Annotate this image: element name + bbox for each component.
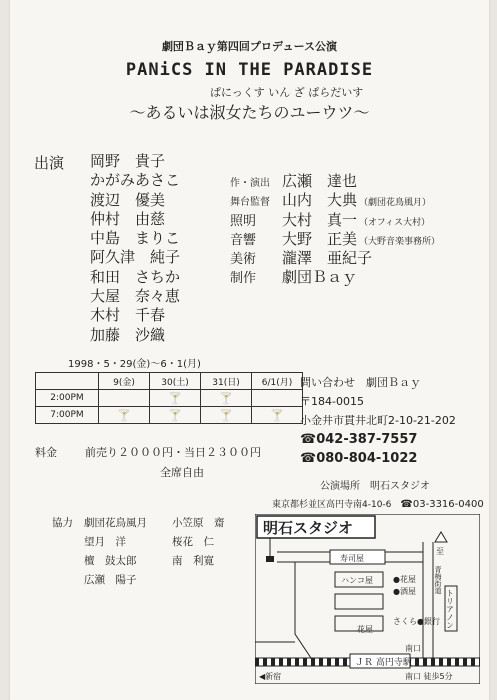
staff-name: 山内 大典 bbox=[282, 191, 358, 210]
title-reading: ぱにっくす いん ざ ぱらだいす bbox=[210, 86, 364, 99]
map-block bbox=[335, 594, 383, 609]
performance-dates: 1998・5・29(金)〜6・1(月) bbox=[68, 359, 201, 370]
cast-list bbox=[90, 152, 180, 345]
tagline: 〜あるいは淑女たちのユーウツ〜 bbox=[129, 103, 370, 122]
schedule-date: 9(金) bbox=[99, 373, 150, 390]
staff-row bbox=[230, 170, 440, 189]
cast-member: 大屋 奈々恵 bbox=[90, 287, 181, 306]
schedule-row bbox=[36, 390, 303, 407]
schedule-time: 7:00PM bbox=[36, 407, 99, 424]
staff-role: 舞台監督 bbox=[230, 197, 270, 209]
cast-member: 木村 千春 bbox=[90, 306, 166, 325]
bank-label: さくら●銀行 bbox=[393, 617, 440, 626]
staff-role: 美術 bbox=[230, 252, 257, 268]
staff-role: 音響 bbox=[230, 232, 257, 248]
phone-number: ☎042-387-7557 bbox=[300, 432, 418, 447]
staff-row bbox=[230, 189, 440, 208]
performance-mark: 🍸 bbox=[201, 390, 252, 407]
schedule-corner bbox=[36, 373, 99, 390]
schedule-header-row bbox=[36, 373, 303, 390]
venue-label: 公演場所 明石スタジオ bbox=[320, 481, 430, 492]
cast-member: かがみあさこ bbox=[90, 171, 181, 190]
staff-affiliation: （大野音楽事務所） bbox=[359, 236, 441, 247]
free-seating: 全席自由 bbox=[160, 466, 204, 479]
coop-name: 小笠原 齋 bbox=[172, 517, 225, 529]
staff-row bbox=[230, 266, 440, 285]
staff-affiliation: （劇団花鳥風月） bbox=[359, 198, 432, 209]
staff-row bbox=[230, 247, 440, 266]
cast-member: 仲村 由慈 bbox=[90, 209, 166, 228]
north-label: 至 bbox=[436, 547, 444, 556]
coop-name: 南 利寛 bbox=[172, 555, 214, 567]
sushi-label: 寿司屋 bbox=[340, 554, 364, 563]
play-title: PANiCS IN THE PARADISE bbox=[125, 60, 374, 80]
staff-name: 劇団Ｂａｙ bbox=[282, 268, 358, 287]
studio-label: 明石スタジオ bbox=[263, 519, 354, 537]
shinjuku-label: ◀新宿 bbox=[259, 672, 282, 681]
contact-address: 小金井市貫井北町2-10-21-202 bbox=[300, 414, 456, 427]
cast-member: 阿久津 純子 bbox=[90, 248, 181, 267]
venue-address: 東京都杉並区高円寺南4-10-6 bbox=[272, 500, 392, 510]
sakaya-label: ●酒屋 bbox=[393, 587, 416, 596]
postal-code: 〒184-0015 bbox=[300, 395, 364, 408]
schedule-date: 31(日) bbox=[201, 373, 252, 390]
price-label: 料金 bbox=[35, 446, 57, 459]
staff-role: 照明 bbox=[230, 213, 257, 229]
cast-member: 岡野 貴子 bbox=[90, 152, 166, 170]
performance-mark: 🍸 bbox=[252, 407, 303, 424]
performance-mark: 🍸 bbox=[201, 407, 252, 424]
coop-name: 桜花 仁 bbox=[172, 536, 214, 548]
price-info bbox=[35, 444, 261, 460]
hanko-label: ハンコ屋 bbox=[341, 576, 373, 585]
kaido-label: 青梅街道 bbox=[434, 566, 442, 594]
flyer bbox=[10, 0, 489, 700]
coop-name: 劇団花鳥風月 bbox=[84, 517, 147, 529]
schedule-time: 2:00PM bbox=[36, 390, 99, 407]
coop-row bbox=[52, 533, 225, 552]
performance-mark: 🍸 bbox=[150, 390, 201, 407]
coop-row bbox=[52, 571, 225, 590]
venue-details bbox=[272, 497, 484, 510]
hanaya-label: 花屋 bbox=[357, 625, 373, 634]
performance-mark bbox=[99, 390, 150, 407]
price-text: 前売り２０００円・当日２３００円 bbox=[85, 446, 261, 459]
schedule-row bbox=[36, 407, 303, 424]
phone-number: ☎080-804-1022 bbox=[300, 451, 418, 466]
schedule-date: 30(土) bbox=[150, 373, 201, 390]
coop-name: 広瀬 陽子 bbox=[84, 574, 137, 586]
trianon-label: トリアノン bbox=[445, 589, 455, 629]
hanaya-label: ●花屋 bbox=[393, 575, 416, 584]
coop-row bbox=[52, 552, 225, 571]
coop-name: 檀 鼓太郎 bbox=[84, 555, 137, 567]
cast-member: 渡辺 優美 bbox=[90, 190, 166, 209]
contact-label: 問い合わせ 劇団Ｂａｙ bbox=[300, 376, 421, 389]
north-arrow bbox=[435, 532, 447, 542]
cast-member: 加藤 沙織 bbox=[90, 325, 166, 344]
south-exit-label: 南口 bbox=[405, 644, 421, 653]
station-label: ＪＲ 高円寺駅 bbox=[355, 658, 412, 668]
venue-map bbox=[255, 514, 480, 684]
coop-name: 望月 洋 bbox=[84, 536, 126, 548]
staff-name: 広瀬 達也 bbox=[282, 172, 358, 190]
production-subtitle: 劇団Ｂａｙ第四回プロデュース公演 bbox=[161, 40, 338, 53]
cast-label: 出演 bbox=[34, 154, 65, 172]
schedule-table bbox=[35, 372, 303, 424]
cooperation bbox=[52, 514, 225, 590]
staff-name: 大野 正美 bbox=[282, 229, 358, 248]
staff-name: 瀧澤 亜紀子 bbox=[282, 249, 373, 268]
staff-row bbox=[230, 209, 440, 228]
venue-phone: ☎03-3316-0400 bbox=[400, 499, 484, 510]
performance-mark bbox=[252, 390, 303, 407]
performance-mark: 🍸 bbox=[150, 407, 201, 424]
staff-affiliation: （オフィス大村） bbox=[359, 217, 431, 228]
staff-role: 作・演出 bbox=[230, 178, 270, 189]
walk-label: 南口 徒歩5分 bbox=[405, 672, 453, 681]
staff-row bbox=[230, 228, 440, 247]
coop-row bbox=[52, 514, 225, 533]
staff-role: 制作 bbox=[230, 271, 257, 287]
schedule-date: 6/1(月) bbox=[252, 373, 303, 390]
cast-member: 和田 さちか bbox=[90, 267, 181, 286]
staff-list bbox=[230, 170, 440, 286]
cast-member: 中島 まりこ bbox=[90, 229, 181, 248]
coop-label: 協力 bbox=[52, 517, 73, 529]
performance-mark: 🍸 bbox=[99, 407, 150, 424]
studio-marker bbox=[266, 556, 274, 562]
staff-name: 大村 真一 bbox=[282, 210, 358, 229]
contact-info bbox=[300, 373, 456, 468]
